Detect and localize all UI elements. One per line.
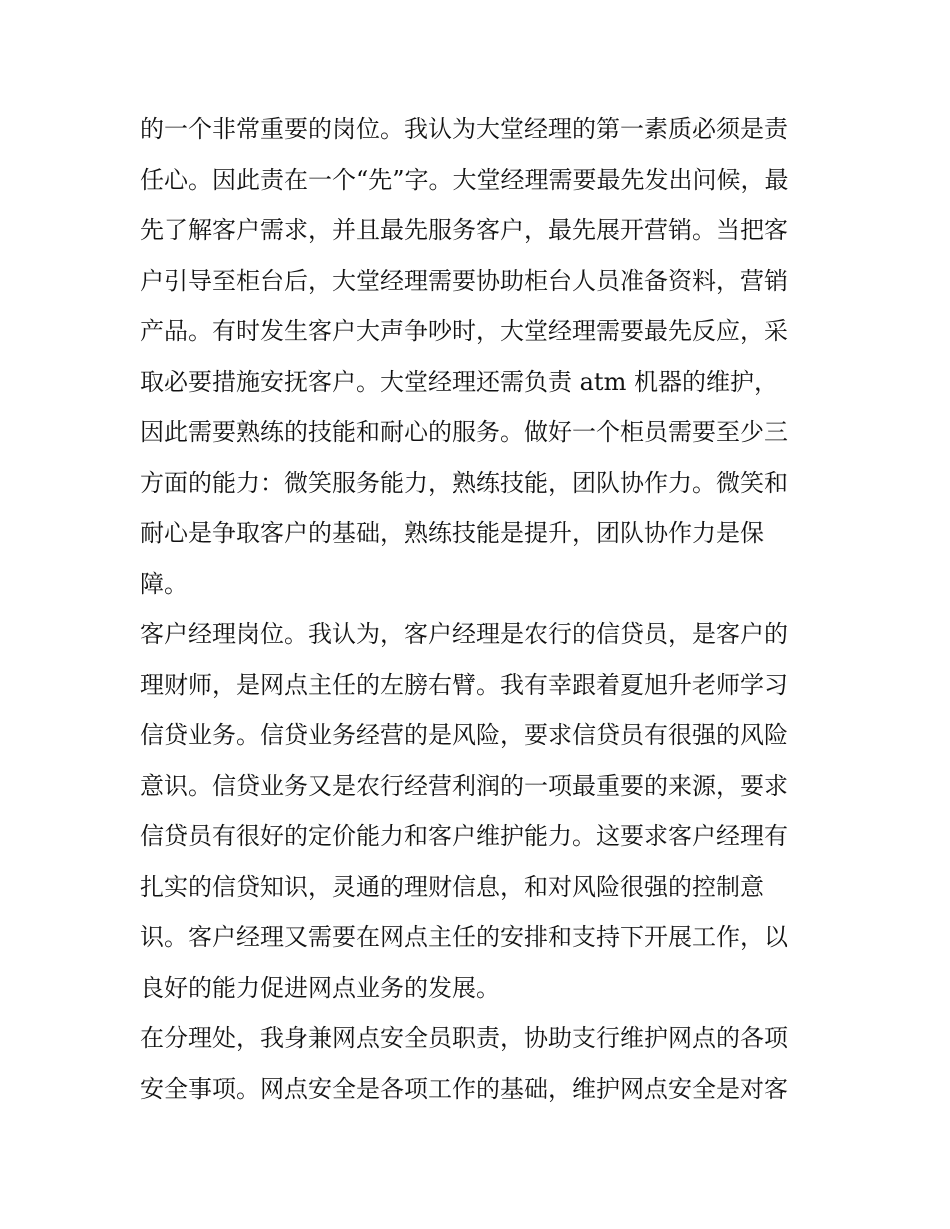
text-line: 意识。信贷业务又是农行经营利润的一项最重要的来源，要求 [140, 771, 788, 800]
text-line: 在分理处，我身兼网点安全员职责，协助支行维护网点的各项 [140, 1024, 788, 1052]
text-line: 理财师，是网点主任的左膀右臂。我有幸跟着夏旭升老师学习 [140, 670, 788, 699]
text-line: 信贷员有很好的定价能力和客户维护能力。这要求客户经理有 [140, 822, 788, 850]
text-line: 任心。因此责在一个“先”字。大堂经理需要最先发出问候，最 [140, 165, 789, 194]
text-line: 因此需要熟练的技能和耐心的服务。做好一个柜员需要至少三 [140, 418, 788, 446]
text-line: 的一个非常重要的岗位。我认为大堂经理的第一素质必须是责 [140, 115, 788, 143]
paragraph-safety-officer [140, 1013, 820, 1114]
text-line: 取必要措施安抚客户。大堂经理还需负责 atm 机器的维护， [140, 367, 778, 396]
text-line: 识。客户经理又需要在网点主任的安排和支持下开展工作，以 [140, 923, 788, 951]
text-line: 客户经理岗位。我认为，客户经理是农行的信贷员，是客户的 [140, 620, 788, 648]
paragraph-lobby-manager [140, 104, 820, 609]
paragraph-account-manager [140, 609, 820, 1013]
text-line: 良好的能力促进网点业务的发展。 [140, 973, 500, 1002]
text-line: 先了解客户需求，并且最先服务客户，最先展开营销。当把客 [140, 216, 788, 244]
text-line: 障。 [140, 569, 188, 598]
text-line: 安全事项。网点安全是各项工作的基础，维护网点安全是对客 [140, 1074, 788, 1103]
text-line: 户引导至柜台后，大堂经理需要协助柜台人员准备资料，营销 [140, 266, 788, 295]
text-line: 耐心是争取客户的基础，熟练技能是提升，团队协作力是保 [140, 519, 764, 547]
text-line: 信贷业务。信贷业务经营的是风险，要求信贷员有很强的风险 [140, 721, 788, 749]
text-line: 方面的能力：微笑服务能力，熟练技能，团队协作力。微笑和 [140, 468, 788, 497]
text-line: 扎实的信贷知识，灵通的理财信息，和对风险很强的控制意 [140, 872, 764, 901]
document-body [140, 104, 820, 1114]
text-line: 产品。有时发生客户大声争吵时，大堂经理需要最先反应，采 [140, 317, 788, 345]
